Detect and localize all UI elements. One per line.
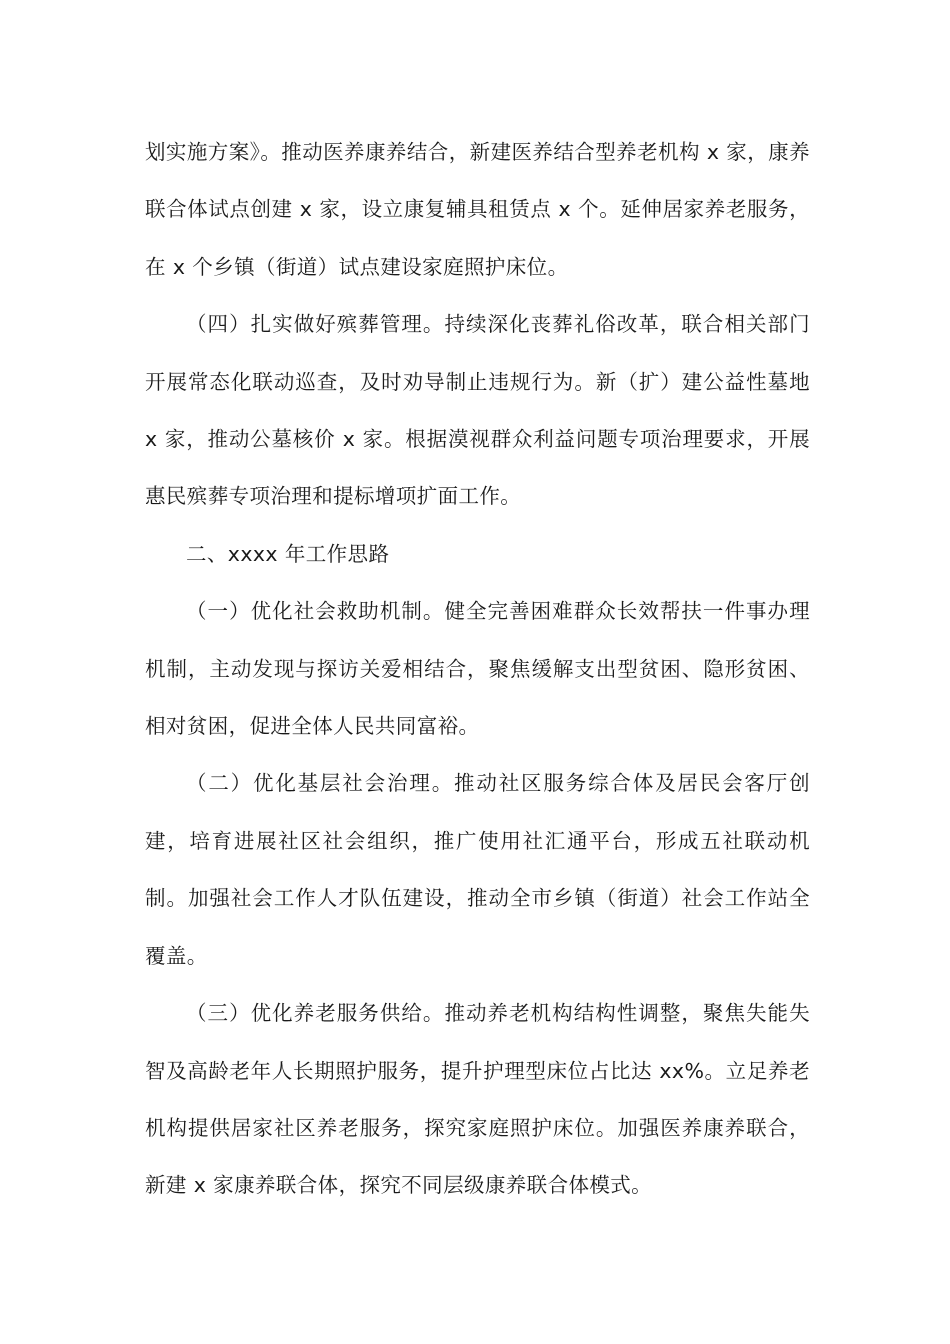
section-heading-work-ideas: 二、xxxx 年工作思路 [186, 541, 390, 566]
paragraph-elderly-service-supply: （三）优化养老服务供给。推动养老机构结构性调整，聚焦失能失智及高龄老年人长期照护服务，提升护理型床位占比达 xx%。立足养老机构提供居家社区养老服务，探究家庭照护床位。加强医养康养联合，新建 x 家康养联合体，探究不同层级康养联合体模式。 [145, 1001, 810, 1198]
paragraph-medical-elderly-care: 划实施方案》。推动医养康养结合，新建医养结合型养老机构 x 家，康养联合体试点创建 x 家，设立康复辅具租赁点 x 个。延伸居家养老服务，在 x 个乡镇（街道）试点建设家庭照护床位。 [145, 140, 810, 279]
paragraph-grassroots-governance: （二）优化基层社会治理。推动社区服务综合体及居民会客厅创建，培育进展社区社会组织，推广使用社汇通平台，形成五社联动机制。加强社会工作人才队伍建设，推动全市乡镇（街道）社会工作站全覆盖。 [145, 771, 810, 968]
paragraph-funeral-management: （四）扎实做好殡葬管理。持续深化丧葬礼俗改革，联合相关部门开展常态化联动巡查，及时劝导制止违规行为。新（扩）建公益性墓地 x 家，推动公墓核价 x 家。根据漠视群众利益问题专项治理要求，开展惠民殡葬专项治理和提标增项扩面工作。 [145, 312, 810, 509]
paragraph-social-assistance: （一）优化社会救助机制。健全完善困难群众长效帮扶一件事办理机制，主动发现与探访关爱相结合，聚焦缓解支出型贫困、隐形贫困、相对贫困，促进全体人民共同富裕。 [145, 599, 810, 739]
document-body [145, 124, 810, 1215]
